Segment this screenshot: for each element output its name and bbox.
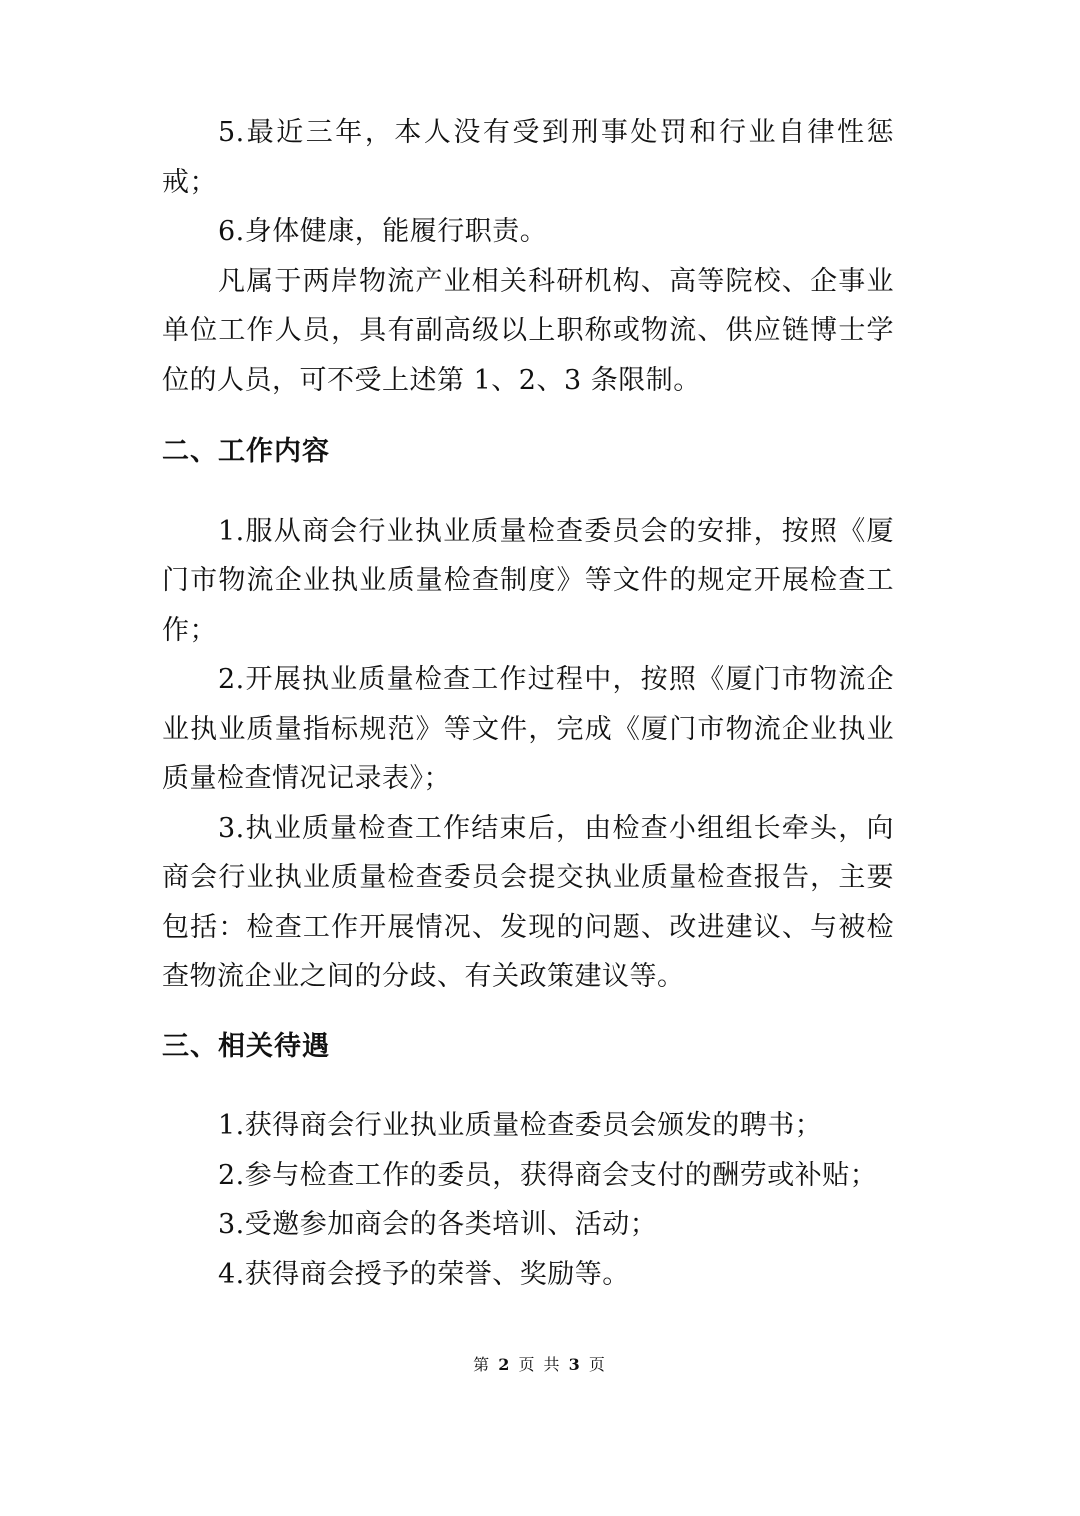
- footer-middle: 页 共: [518, 1355, 562, 1374]
- document-page: [162, 108, 894, 1299]
- current-page-number: 2: [498, 1355, 512, 1374]
- section-heading-benefits: 三、相关待遇: [162, 1030, 330, 1062]
- section2-items: [162, 507, 894, 1002]
- list-item: 2.开展执业质量检查工作过程中，按照《厦门市物流企业执业质量指标规范》等文件，完成《厦门市物流企业执业质量检查情况记录表》；: [162, 664, 894, 794]
- list-item: 3.受邀参加商会的各类培训、活动；: [218, 1209, 658, 1240]
- list-item: 3.执业质量检查工作结束后，由检查小组组长牵头，向商会行业执业质量检查委员会提交执业质量检查报告，主要包括：检查工作开展情况、发现的问题、改进建议、与被检查物流企业之间的分歧、有关政策建议等。: [162, 812, 894, 992]
- section3-items: [162, 1101, 894, 1299]
- list-item: 4.获得商会授予的荣誉、奖励等。: [218, 1258, 630, 1290]
- total-page-number: 3: [568, 1355, 582, 1374]
- list-item: 1.获得商会行业执业质量检查委员会颁发的聘书；: [218, 1110, 823, 1141]
- eligibility-note: 凡属于两岸物流产业相关科研机构、高等院校、企事业单位工作人员，具有副高级以上职称或物流、供应链博士学位的人员，可不受上述第 1、2、3 条限制。: [162, 265, 894, 396]
- list-item: 1.服从商会行业执业质量检查委员会的安排，按照《厦门市物流企业执业质量检查制度》等文件的规定开展检查工作；: [162, 515, 894, 646]
- section-heading-work-content: 二、工作内容: [162, 436, 330, 467]
- page-footer: [0, 1352, 1080, 1375]
- list-item: 2.参与检查工作的委员，获得商会支付的酬劳或补贴；: [218, 1159, 878, 1191]
- list-item: 6.身体健康，能履行职责。: [218, 216, 548, 247]
- footer-prefix: 第: [473, 1355, 492, 1374]
- section1-items: [162, 108, 894, 405]
- list-item: 5.最近三年，本人没有受到刑事处罚和行业自律性惩戒；: [162, 117, 894, 198]
- footer-suffix: 页: [588, 1355, 607, 1374]
